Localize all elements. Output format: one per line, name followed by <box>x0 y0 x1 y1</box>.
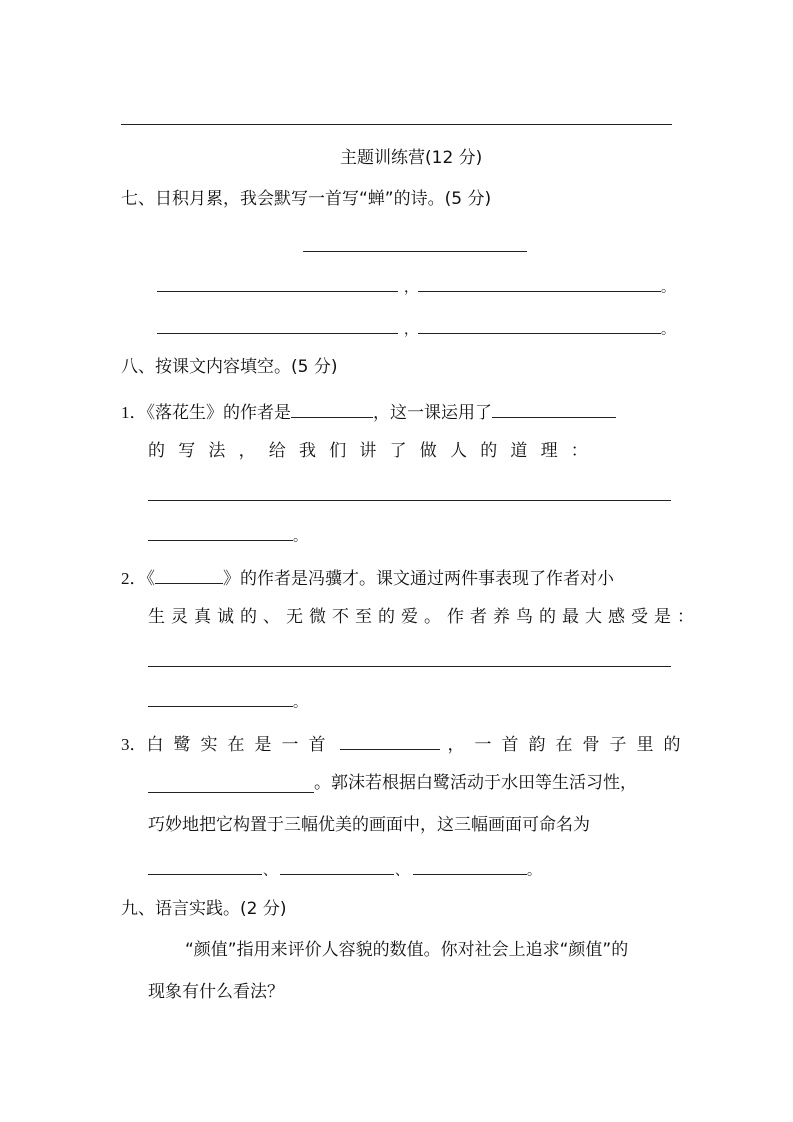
period: 。 <box>293 529 307 545</box>
separator: 、 <box>395 863 409 879</box>
item-3-line-3: 巧妙地把它构置于三幅优美的画面中，这三幅画面可命名为 <box>148 815 590 835</box>
item-2-line-1 <box>121 567 614 589</box>
period: 。 <box>661 280 675 296</box>
feeling-blank-line-1[interactable] <box>148 666 671 667</box>
question-7-title: 七、日积月累，我会默写一首写“蝉”的诗。(5 分) <box>121 189 492 209</box>
lesson-blank-line-1[interactable] <box>148 500 671 501</box>
period: 。 <box>661 322 675 338</box>
scene-blank-3[interactable] <box>413 874 527 875</box>
item-text: 白鹭实在是一首 <box>146 735 336 755</box>
poem-line1-blank-b[interactable] <box>418 291 661 292</box>
item-text: 的作者是冯骥才。课文通过两件事表现了作者对小 <box>240 569 614 589</box>
poem-blank[interactable] <box>340 733 440 750</box>
question-9-line-1: “颜值”指用来评价人容貌的数值。你对社会上追求“颜值”的 <box>185 940 629 960</box>
section-title: 主题训练营(12 分) <box>340 148 483 168</box>
poem-title-blank[interactable] <box>303 251 527 252</box>
poem-line2-blank-b[interactable] <box>418 333 661 334</box>
comma: ， <box>404 280 418 296</box>
comma: ， <box>404 322 418 338</box>
scene-blank-2[interactable] <box>280 874 394 875</box>
item-3-line-1 <box>121 733 691 755</box>
bracket-open: 《 <box>146 569 155 589</box>
period: 。 <box>293 695 307 711</box>
item-text: ，这一课运用了 <box>373 403 492 423</box>
technique-blank[interactable] <box>492 401 616 418</box>
item-text: ，一首韵在骨子里的 <box>447 735 691 755</box>
period: 。 <box>527 863 541 879</box>
lesson-blank-line-2[interactable] <box>148 540 293 541</box>
poem-line2-blank-a[interactable] <box>157 333 398 334</box>
item-1-line-2: 的写法，给我们讲了做人的道理： <box>148 441 601 461</box>
item-number: 1． <box>121 403 147 422</box>
item-number: 3． <box>121 735 147 754</box>
question-9-line-2: 现象有什么看法？ <box>148 982 284 1002</box>
poem-line1-blank-a[interactable] <box>157 291 398 292</box>
top-divider <box>121 124 672 125</box>
question-8-title: 八、按课文内容填空。(5 分) <box>121 357 338 377</box>
rhythm-blank[interactable] <box>148 792 314 793</box>
item-text: 《落花生》的作者是 <box>146 403 291 423</box>
separator: 、 <box>263 863 277 879</box>
feeling-blank-line-2[interactable] <box>148 706 293 707</box>
title-blank[interactable] <box>155 567 223 584</box>
question-9-title: 九、语言实践。(2 分) <box>121 899 287 919</box>
item-number: 2． <box>121 569 147 588</box>
item-2-line-2: 生灵真诚的、无微不至的爱。作者养鸟的最大感受是： <box>148 607 700 627</box>
item-3-line-2: 。郭沫若根据白鹭活动于水田等生活习性， <box>314 773 637 793</box>
bracket-close: 》 <box>223 569 240 589</box>
scene-blank-1[interactable] <box>148 874 262 875</box>
item-1-line-1 <box>121 401 616 423</box>
author-blank[interactable] <box>291 401 373 418</box>
